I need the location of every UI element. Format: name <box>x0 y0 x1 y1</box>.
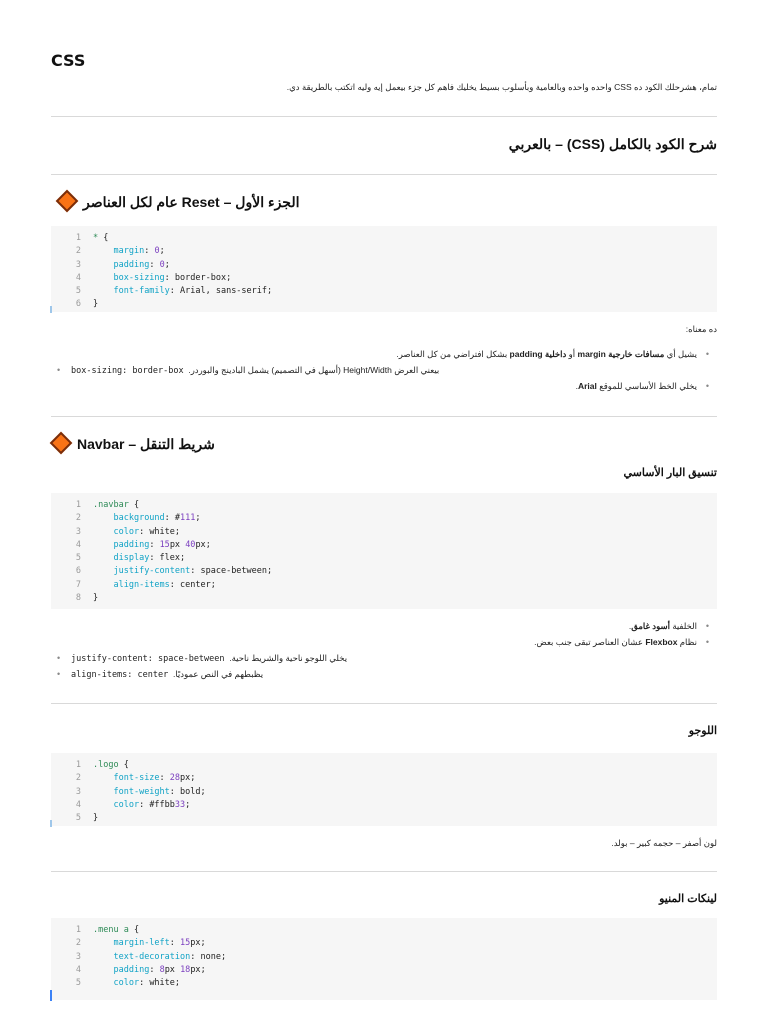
line-number: 1 <box>75 925 81 935</box>
code-line <box>51 245 717 258</box>
code-text: font-family: Arial, sans-serif; <box>113 286 273 297</box>
text-cursor <box>50 990 52 1001</box>
line-number: 6 <box>75 299 81 310</box>
code-block-reset <box>51 226 717 312</box>
line-number: 4 <box>75 964 81 975</box>
code-text: padding: 0; <box>113 259 170 270</box>
code-line <box>51 937 717 950</box>
code-block-logo <box>51 753 717 826</box>
code-text: margin: 0; <box>113 246 165 257</box>
line-number: 2 <box>75 513 81 524</box>
line-number: 2 <box>75 773 81 784</box>
code-text: padding: 8px 18px; <box>113 964 206 975</box>
code-text: display: flex; <box>113 553 186 564</box>
line-number: 3 <box>75 951 81 962</box>
section-heading-reset-text: الجزء الأول – Reset عام لكل العناصر <box>83 194 300 210</box>
code-text: .logo { <box>93 760 129 770</box>
code-text: } <box>93 813 99 824</box>
code-text: align-items: center; <box>113 579 216 590</box>
divider <box>51 116 717 117</box>
code-text: padding: 15px 40px; <box>113 539 211 550</box>
orange-diamond-icon <box>50 431 73 454</box>
list-item: • نظام Flexbox عشان العناصر تبقى جنب بعض. <box>51 634 717 650</box>
list-item: • box-sizing: border-box بيعني العرض Height/Width (أسهل في التصميم) يشمل البادينج والبوردر. <box>51 362 717 378</box>
code-text: font-size: 28px; <box>113 773 196 784</box>
divider <box>51 174 717 175</box>
code-block-navbar <box>51 493 717 609</box>
divider <box>51 871 717 872</box>
code-line <box>51 579 717 592</box>
section-heading-reset <box>51 194 717 211</box>
subheading-logo: اللوجو <box>688 725 717 737</box>
code-text: color: #ffbb33; <box>113 799 191 810</box>
code-line <box>51 298 717 311</box>
intro-paragraph: تمام، هشرحلك الكود ده CSS واحده واحده وبالعامية وبأسلوب بسيط يخليك فاهم كل جزء بيعمل إيه وليه اتكتب بالطريقة دي. <box>286 82 717 92</box>
line-number: 3 <box>75 259 81 270</box>
line-number: 1 <box>75 760 81 770</box>
logo-note: لون أصفر – حجمه كبير – بولد. <box>611 838 717 848</box>
code-text: } <box>93 299 99 310</box>
code-text: font-weight: bold; <box>113 786 206 797</box>
list-item: • الخلفية أسود غامق. <box>51 618 717 634</box>
code-line <box>51 951 717 964</box>
code-line <box>51 232 717 245</box>
list-item: • justify-content: space-between يخلي اللوجو ناحية والشريط ناحية. <box>51 650 717 666</box>
line-number: 8 <box>75 593 81 604</box>
code-line <box>51 285 717 298</box>
line-number: 2 <box>75 246 81 257</box>
code-text: .menu a { <box>93 925 140 935</box>
line-number: 3 <box>75 526 81 537</box>
section-heading-navbar-text: شريط التنقل – Navbar <box>77 436 215 452</box>
line-number: 3 <box>75 786 81 797</box>
line-number: 5 <box>75 553 81 564</box>
line-number: 5 <box>75 978 81 989</box>
code-line <box>51 272 717 285</box>
list-item: • يشيل أي مسافات خارجية margin أو داخلية padding بشكل افتراضي من كل العناصر. <box>51 346 717 362</box>
code-line <box>51 539 717 552</box>
code-line <box>51 512 717 525</box>
line-number: 5 <box>75 286 81 297</box>
divider <box>51 703 717 704</box>
line-number: 5 <box>75 813 81 824</box>
code-line <box>51 565 717 578</box>
code-text: text-decoration: none; <box>113 951 227 962</box>
code-block-menu <box>51 918 717 1000</box>
code-line <box>51 526 717 539</box>
line-number: 1 <box>75 500 81 510</box>
code-block-marker <box>50 306 52 313</box>
code-text: box-sizing: border-box; <box>113 272 232 283</box>
code-text: } <box>93 593 99 604</box>
main-heading: شرح الكود بالكامل (CSS) – بالعربي <box>508 136 717 152</box>
code-line <box>51 759 717 772</box>
line-number: 2 <box>75 938 81 949</box>
list-item: • align-items: center يظبطهم في النص عموديًا. <box>51 666 717 682</box>
code-line <box>51 799 717 812</box>
code-text: color: white; <box>113 526 181 537</box>
code-text: * { <box>93 233 109 243</box>
subheading-navbar-base: تنسيق البار الأساسي <box>623 467 717 479</box>
divider <box>51 416 717 417</box>
line-number: 4 <box>75 799 81 810</box>
code-line <box>51 259 717 272</box>
code-text: justify-content: space-between; <box>113 566 273 577</box>
code-line <box>51 772 717 785</box>
line-number: 4 <box>75 539 81 550</box>
line-number: 7 <box>75 579 81 590</box>
code-text: background: #111; <box>113 513 201 524</box>
code-line <box>51 786 717 799</box>
bullet-list-reset <box>51 346 717 394</box>
code-line <box>51 812 717 825</box>
code-line <box>51 592 717 605</box>
line-number: 1 <box>75 233 81 243</box>
code-text: margin-left: 15px; <box>113 938 206 949</box>
subheading-menu-links: لينكات المنيو <box>659 893 717 905</box>
orange-diamond-icon <box>56 189 79 212</box>
code-block-marker <box>50 820 52 827</box>
section-heading-navbar <box>51 436 717 453</box>
code-line <box>51 977 717 990</box>
line-number: 6 <box>75 566 81 577</box>
meaning-label: ده معناه: <box>685 324 717 334</box>
bullet-list-navbar <box>51 618 717 682</box>
code-text: .navbar { <box>93 500 140 510</box>
line-number: 4 <box>75 272 81 283</box>
code-line <box>51 552 717 565</box>
code-line <box>51 499 717 512</box>
document-title: CSS <box>51 51 86 70</box>
list-item: • يخلي الخط الأساسي للموقع Arial. <box>51 378 717 394</box>
code-line <box>51 964 717 977</box>
code-line <box>51 924 717 937</box>
code-text: color: white; <box>113 978 181 989</box>
